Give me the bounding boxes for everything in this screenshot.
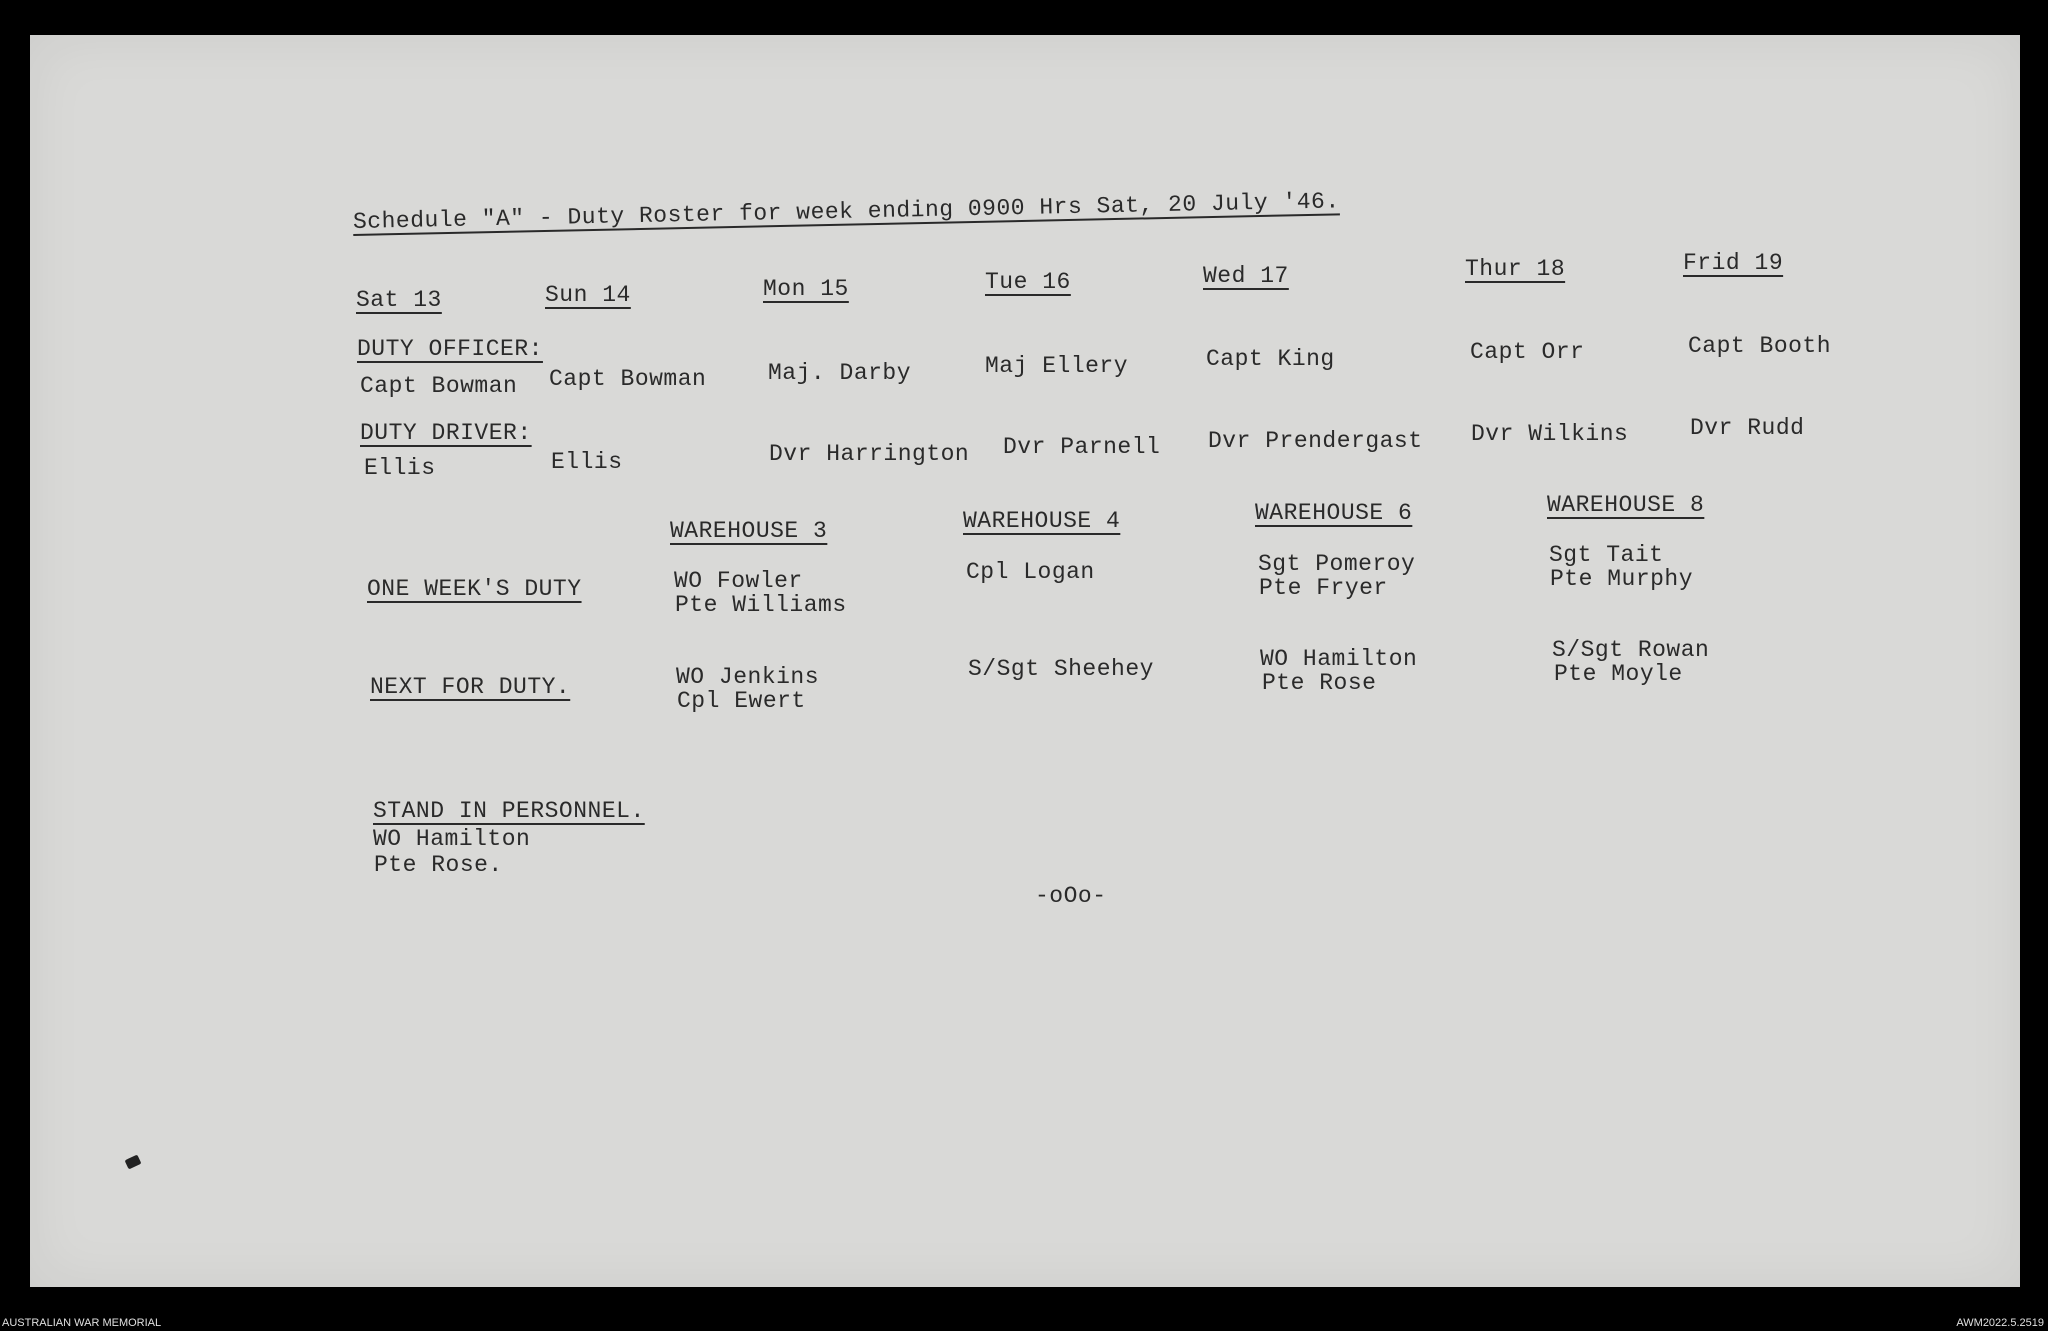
duty-officer-wed: Capt King (1206, 346, 1335, 372)
duty-officer-label: DUTY OFFICER: (357, 336, 543, 362)
duty-driver-tue: Dvr Parnell (1003, 434, 1161, 460)
one-week-w8-2: Pte Murphy (1550, 566, 1694, 592)
day-header-tue: Tue 16 (985, 269, 1071, 295)
footer-accession-number: AWM2022.5.2519 (1956, 1317, 2044, 1329)
duty-driver-wed: Dvr Prendergast (1208, 428, 1423, 454)
day-header-mon: Mon 15 (763, 276, 849, 302)
footer-institution: AUSTRALIAN WAR MEMORIAL (2, 1317, 162, 1329)
next-duty-w3-2: Cpl Ewert (677, 688, 806, 714)
one-week-w3-2: Pte Williams (675, 592, 847, 618)
duty-officer-sat: Capt Bowman (360, 373, 518, 399)
stand-in-name-1: WO Hamilton (373, 826, 531, 852)
warehouse-8-header: WAREHOUSE 8 (1547, 492, 1705, 518)
one-week-w6-2: Pte Fryer (1259, 575, 1388, 601)
roster-title: Schedule "A" - Duty Roster for week ending 0900 Hrs Sat, 20 July '46. (352, 188, 1340, 235)
duty-officer-mon: Maj. Darby (768, 360, 912, 386)
duty-driver-label: DUTY DRIVER: (360, 420, 532, 446)
one-week-duty-label: ONE WEEK'S DUTY (367, 576, 582, 602)
duty-driver-thur: Dvr Wilkins (1471, 421, 1629, 447)
day-header-sun: Sun 14 (545, 282, 631, 308)
next-for-duty-label: NEXT FOR DUTY. (370, 674, 571, 700)
duty-officer-frid: Capt Booth (1688, 333, 1832, 359)
next-duty-w6-2: Pte Rose (1262, 670, 1377, 696)
warehouse-3-header: WAREHOUSE 3 (670, 518, 828, 544)
next-duty-w3-1: WO Jenkins (676, 664, 820, 690)
warehouse-6-header: WAREHOUSE 6 (1255, 500, 1413, 526)
one-week-w6-1: Sgt Pomeroy (1258, 551, 1416, 577)
duty-driver-mon: Dvr Harrington (769, 441, 970, 467)
stand-in-name-2: Pte Rose. (374, 852, 503, 878)
one-week-w3-1: WO Fowler (674, 568, 803, 594)
stand-in-label: STAND IN PERSONNEL. (373, 798, 645, 824)
duty-driver-frid: Dvr Rudd (1690, 415, 1805, 441)
duty-officer-thur: Capt Orr (1470, 339, 1585, 365)
one-week-w4-1: Cpl Logan (966, 559, 1095, 585)
one-week-w8-1: Sgt Tait (1549, 542, 1664, 568)
next-duty-w6-1: WO Hamilton (1260, 646, 1418, 672)
next-duty-w8-2: Pte Moyle (1554, 661, 1683, 687)
next-duty-w8-1: S/Sgt Rowan (1552, 637, 1710, 663)
duty-officer-tue: Maj Ellery (985, 353, 1129, 379)
duty-driver-sat: Ellis (364, 455, 436, 481)
day-header-wed: Wed 17 (1203, 263, 1289, 289)
day-header-sat: Sat 13 (356, 287, 442, 313)
end-mark: -oOo- (1035, 883, 1107, 909)
warehouse-4-header: WAREHOUSE 4 (963, 508, 1121, 534)
duty-officer-sun: Capt Bowman (549, 366, 707, 392)
next-duty-w4-1: S/Sgt Sheehey (968, 656, 1154, 682)
day-header-thur: Thur 18 (1465, 256, 1566, 282)
duty-driver-sun: Ellis (551, 449, 623, 475)
day-header-frid: Frid 19 (1683, 250, 1784, 276)
